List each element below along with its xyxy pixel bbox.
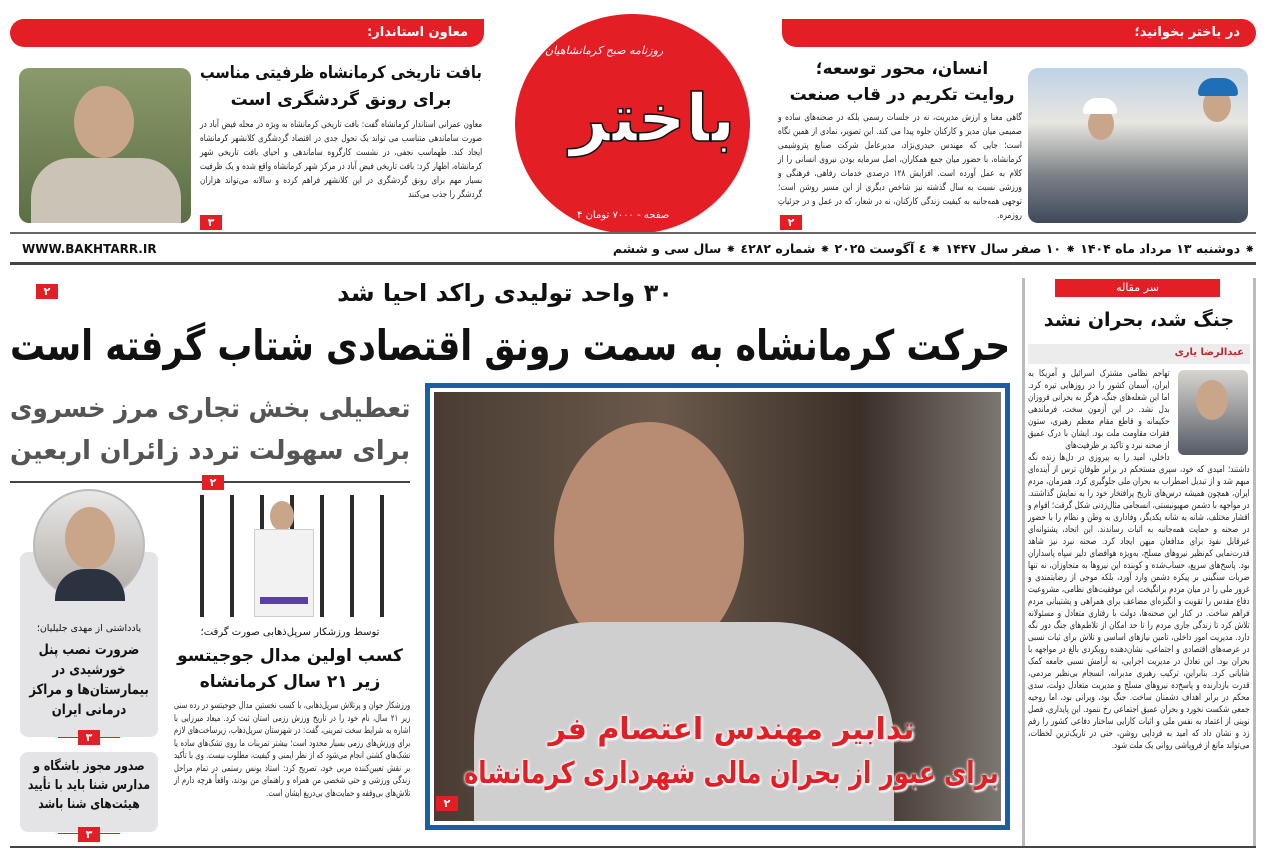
photo-deputy-governor [19, 68, 191, 223]
editorial-body-1: تهاجم نظامی مشترک اسرائیل و آمریکا به ایران، آسمان کشور را در روزهایی تیره کرد. اما این شعله‌های جنگ، هرگز به بحرانی فروزان بدل نشد. در این آزمون سخت، فرماندهی حکیمانه و قاطع مقام معظم رهبری، ستون فقرات مقاومت ملت بود. ایشان با درک عمیق از صحنه نبرد و تاکید بر ظرفیت‌های [1028, 369, 1170, 451]
page-ref[interactable]: ۲ [36, 284, 58, 299]
photo-columnist [33, 489, 145, 601]
story-title-historic-fabric[interactable]: بافت تاریخی کرمانشاه ظرفیتی مناسب برای رونق گردشگری است [200, 63, 482, 110]
lead-kicker: ۳۰ واحد تولیدی راکد احیا شد [337, 279, 673, 307]
editorial-title[interactable]: جنگ شد، بحران نشد [1043, 309, 1235, 331]
kicker-bar-deputy-governor: معاون استاندار: [10, 19, 484, 47]
photo-jujitsu-athlete [174, 495, 409, 617]
sports-kicker: توسط ورزشکار سرپل‌ذهابی صورت گرفت؛ [200, 627, 380, 638]
story-body-historic-fabric: معاون عمرانی استاندار کرمانشاه گفت: بافت تاریخی کرمانشاه به ویژه در محله فیض آباد در صورت ساماندهی متناسب می تواند یک تحول جدی در اقتصاد گردشگری کلانشهر کرمانشاه ایجاد کند. طهماسب نجفی، در نشست کارگروه ساماندهی و احیای بافت تاریخی شهر کرمانشاه، اظهار کرد: بافت تاریخی فیض آباد در مرکز شهر کرمانشاه واقع شده و یک ظرفیت بسیار مهم برای رونق گردشگری در این کلانشهر فراهم کرده و سالانه می‌تواند هزاران گردشگر را جذب می‌کنند [200, 120, 483, 200]
sports-title[interactable]: کسب اولین مدال جوجیتسو زیر ۲۱ سال کرمانشاه [177, 646, 403, 692]
story-title-human-development[interactable]: انسان، محور توسعه؛ روایت تکریم در قاب صنعت [789, 59, 1015, 105]
main-photo-frame [425, 383, 1010, 830]
story-title-khosravi-border[interactable]: تعطیلی بخش تجاری مرز خسروی برای سهولت تردد زائران اربعین [9, 394, 410, 466]
website-url[interactable]: WWW.BAKHTARR.IR [22, 242, 157, 256]
lead-headline[interactable]: حرکت کرمانشاه به سمت رونق اقتصادی شتاب گرفته است [9, 321, 1010, 370]
logo-tagline: روزنامه صبح کرمانشاهیان [545, 44, 664, 57]
logo-wordmark: باختر [570, 80, 736, 157]
photo-caption-headline[interactable]: تدابیر مهندس اعتصام فر برای عبور از بحران مالی شهرداری کرمانشاه [464, 712, 999, 791]
page-ref[interactable]: ۳ [78, 730, 100, 745]
page-ref[interactable]: ۲ [202, 475, 224, 490]
editorial-author: عبدالرضا یاری [1028, 344, 1250, 364]
masthead-logo [515, 14, 750, 234]
page-ref[interactable]: ۲ [436, 796, 458, 811]
photo-workers [1028, 68, 1248, 223]
swim-title[interactable]: صدور مجوز باشگاه و مدارس شنا باید با تأیید هیئت‌های شنا باشد [27, 759, 151, 812]
story-body-human-development: گاهی معنا و ارزش مدیریت، نه در جلسات رسمی بلکه در صحنه‌های ساده و صمیمی میان مدیر و کارکنان جلوه پیدا می کند. این تصویر، نمادی از همین نگاه است؛ جایی که مهندس حیدری‌نژاد، مدیرعامل شرکت صنایع پتروشیمی کرمانشاه، با حضور میان جمع همکاران، اصل سرمایه بودن نیروی انسانی را از کلام به عمل آورده است. افزایش ۱۲۸ درصدی خدمات رفاهی، فرهنگی و ورزشی نسبت به سال گذشته نیز شاخص دیگری از این مسیر روشن است؛ توجهی همه‌جانبه به کیفیت زندگی کارکنان، نه در شعار، که در عمل و در جزئیاتِ روزمره. [778, 113, 1022, 221]
photo-mayor [434, 392, 1001, 821]
editorial-body-2: داخلی، امید را به پیروزی در دل‌ها زنده نگه داشتند؛ امیدی که خود، سپری مستحکم در برابر طوفان ترس از آینده‌ای مبهم شد و از تبدیل اضطراب به بحران ملی جلوگیری کرد. همزمان، مردم ایران، همچون همیشه درس‌های تاریخ پرافتخار خود را به نمایش گذاشتند. در مواجهه با دشمن صهیونیستی، انسجامی مثال‌زدنی شکل گرفت؛ اقوام و اقشار مختلف، شانه به شانه یکدیگر، وفاداری به وطن و نظام را با حضور در صحنه و حمایت همه‌جانبه به اثبات رساندند. این اتحاد، پشتوانه‌ای غیرقابل نفوذ برای مدافعان میهن ایجاد کرد. صحنه نبرد نیز شاهد قدرت‌نمایی کم‌نظیر نیروهای مسلح، به‌ویژه هوافضای دلیر سپاه پاسداران بود. پاسخ‌های سریع، حساب‌شده و کوبنده این نیروها به متجاوزان، نه تنها ضربات سنگینی بر پیکره دشمن وارد آورد، بلکه موجی از رضایتمندی و غرور ملی را در میان مردم برانگیخت. این موفقیت‌های نظامی، مشروعیت دفاع مقدس را تقویت و انگیزه‌ای مضاعف برای همراهی و پشتیبانی مردم فراهم ساخت. در کنار این صحنه‌ها، دولت با رفتاری متعادل و مسئولانه تلاش کرد تا زندگی جاری مردم را تا حد امکان از تلاطم‌های جنگ دور نگه دارد. مدیریت امور داخلی، تامین نیازهای اساسی و تلاش برای ثبات نسبی در عرصه‌های اقتصادی و اجتماعی، نشان‌دهنده رویکردی بالغ در مواجهه با بحران بود. این تعادل در مدیریت اجرایی، به آرامش نسبی جامعه کمک شایانی کرد. بنابراین، ترکیب رهبری مدبرانه، انسجام بی‌نظیر مردمی، قدرت بازدارنده و پاسخ‌ده نیروهای مسلح و مدیریت متعادل دولت، سدی محکم در برابر اهداف دشمنان ساخت. جنگ بود، ویرانی بود، اما روحیه جمعی شکست نخورد و بحران عمیق اجتماعی رخ ننمود. این پایداری، فصل نوینی از اعتماد به نفس ملی و اثبات کارایی ساختار دفاعی کشور را رقم زد و نشان داد که امید به فردایی روشن، حتی در تاریک‌ترین لحظات، می‌تواند مانع از فروپاشی روانی یک ملت شود. [1028, 453, 1250, 751]
dateline: ⁕ دوشنبه ۱۳ مرداد ماه ۱۴۰۴ ⁕ ۱۰ صفر سال ۱۴۴۷ ⁕ ٤ آگوست ۲۰۲۵ ⁕ شماره ٤۲۸۲ ⁕ سال سی و ششم [612, 241, 1255, 256]
editorial-text [1028, 368, 1250, 752]
page-ref[interactable]: ۳ [200, 215, 222, 230]
note-kicker: یادداشتی از مهدی جلیلیان؛ [36, 623, 142, 634]
editorial-label: سر مقاله [1055, 279, 1220, 297]
sports-body: ورزشکار جوان و پرتلاش سرپل‌ذهابی، با کسب نخستین مدال جوجیتسو در رده سنی زیر ۲۱ سال، نام خود را در تاریخ ورزش رزمی استان ثبت کرد. میعاد میرزایی با اشاره به شرایط سخت تمرینی، گفت: در شهرستان سرپل‌ذهاب، زیرساخت‌های لازم برای ورزش‌های رزمی بسیار محدود است؛ بیشتر تمرینات ما روی تشک‌های ساده یا تشک‌های کشتی انجام می‌شود که از نظر ایمنی و کیفیت، مطلوب نیست. وی با تأکید بر نقش تعیین‌کننده مربی خود، تصریح کرد: استاد یونس رستمی در تمام مراحل زندگی ورزشی و حتی شخصی من همراه و راهنمای من بودند، واقعاً هرچه دارم از تلاش‌های بی‌وقفه و حمایت‌های بی‌دریغ ایشان است. [174, 701, 411, 799]
kicker-bar-read-in-bakhtar: در باختر بخوانید؛ [782, 19, 1256, 47]
price-info: ۴ صفحه - ۷۰۰۰ تومان [577, 210, 670, 221]
page-ref[interactable]: ۳ [78, 827, 100, 842]
page-ref[interactable]: ۲ [780, 215, 802, 230]
note-title[interactable]: ضرورت نصب پنل خورشیدی در بیمارستان‌ها و مراکز درمانی ایران [29, 642, 149, 718]
